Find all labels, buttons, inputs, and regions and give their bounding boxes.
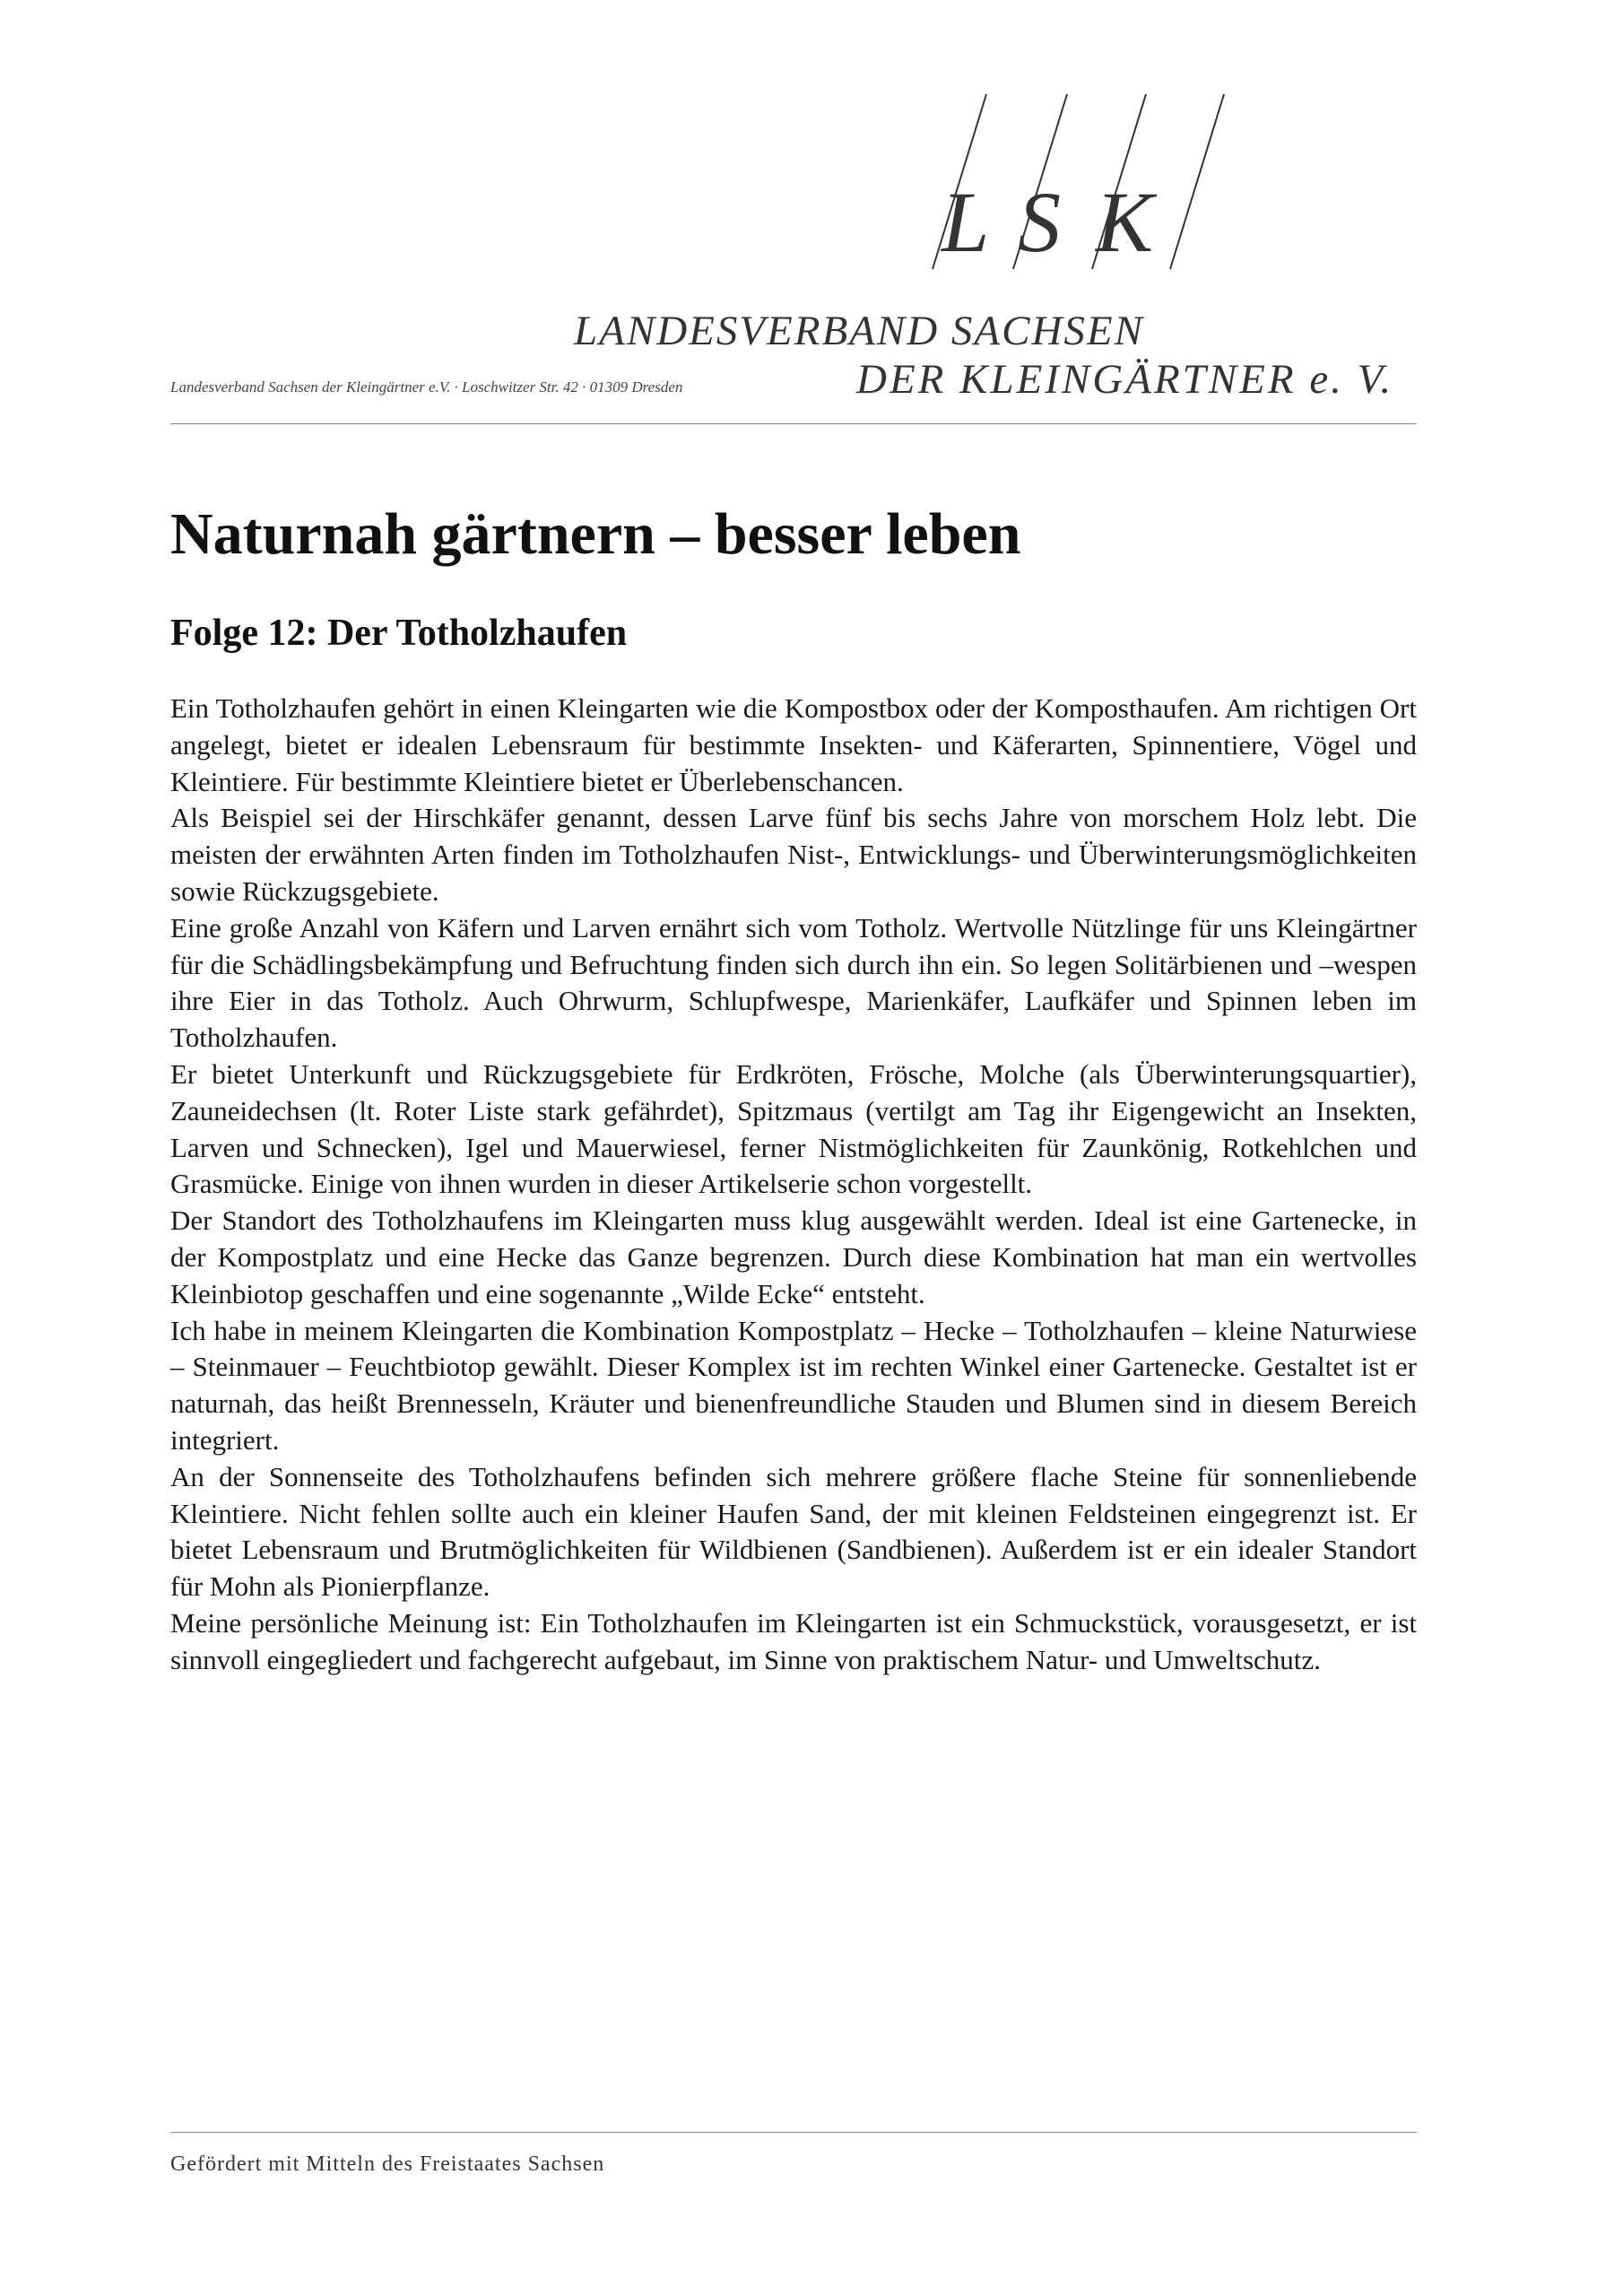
header-divider	[170, 423, 1417, 424]
org-name-line1: LANDESVERBAND SACHSEN	[574, 308, 1144, 354]
paragraph: Ich habe in meinem Kleingarten die Kombination Kompostplatz – Hecke – Totholzhaufen – kleine Naturwiese – Steinmauer – Feuchtbiotop gewählt. Dieser Komplex ist im rechten Winkel einer Gartenecke. Gestaltet ist er naturnah, das heißt Brennesseln, Kräuter und bienenfreundliche Stauden und Blumen sind in diesem Bereich integriert.	[170, 1314, 1417, 1456]
lsk-logo	[906, 85, 1300, 274]
paragraph: Ein Totholzhaufen gehört in einen Kleingarten wie die Kompostbox oder der Komposthaufen. Am richtigen Ort angelegt, bietet er idealen Lebensraum für bestimmte Insekten- und Käferarten, Spinnentiere, Vögel und Kleintiere. Für bestimmte Kleintiere bietet er Überlebenschancen.	[170, 692, 1417, 797]
paragraph: Meine persönliche Meinung ist: Ein Totholzhaufen im Kleingarten ist ein Schmuckstück, vorausgesetzt, er ist sinnvoll eingegliedert und fachgerecht aufgebaut, im Sinne von praktischem Natur- und Umweltschutz.	[170, 1606, 1417, 1675]
footer-divider	[170, 2132, 1417, 2133]
paragraph: Als Beispiel sei der Hirschkäfer genannt, dessen Larve fünf bis sechs Jahre von morschem Holz lebt. Die meisten der erwähnten Arten finden im Totholzhaufen Nist-, Entwicklungs- und Überwinterungsmöglichkeiten sowie Rückzugsgebiete.	[170, 802, 1417, 907]
paragraph: Der Standort des Totholzhaufens im Kleingarten muss klug ausgewählt werden. Ideal ist eine Gartenecke, in der Kompostplatz und eine Hecke das Ganze begrenzen. Durch diese Kombination hat man ein wertvolles Kleinbiotop geschaffen und eine sogenannte „Wilde Ecke“ entsteht.	[170, 1205, 1417, 1309]
sender-address: Landesverband Sachsen der Kleingärtner e.V. · Loschwitzer Str. 42 · 01309 Dresden	[170, 378, 683, 396]
article-body	[170, 691, 1417, 1679]
paragraph: Eine große Anzahl von Käfern und Larven ernährt sich vom Totholz. Wertvolle Nützlinge für uns Kleingärtner für die Schädlingsbekämpfung und Befruchtung finden sich durch ihn ein. So legen Solitärbienen und –wespen ihre Eier in das Totholz. Auch Ohrwurm, Schlupfwespe, Marienkäfer, Laufkäfer und Spinnen leben im Totholzhaufen.	[170, 911, 1417, 1054]
logo-letter-k: K	[1096, 174, 1154, 270]
org-name-line2: DER KLEINGÄRTNER e. V.	[856, 356, 1394, 403]
paragraph: Er bietet Unterkunft und Rückzugsgebiete für Erdkröten, Frösche, Molche (als Überwinterungsquartier), Zauneidechsen (lt. Roter Liste stark gefährdet), Spitzmaus (vertilgt am Tag ihr Eigengewicht an Insekten, Larven und Schnecken), Igel und Mauerwiesel, ferner Nistmöglichkeiten für Zaunkönig, Rotkehlchen und Grasmücke. Einige von ihnen wurden in dieser Artikelserie schon vorgestellt.	[170, 1057, 1417, 1200]
article-title: Naturnah gärtnern – besser leben	[170, 501, 1021, 567]
paragraph: An der Sonnenseite des Totholzhaufens befinden sich mehrere größere flache Steine für sonnenliebende Kleintiere. Nicht fehlen sollte auch ein kleiner Haufen Sand, der mit kleinen Feldsteinen eingegrenzt ist. Er bietet Lebensraum und Brutmöglichkeiten für Wildbienen (Sandbienen). Außerdem ist er ein idealer Standort für Mohn als Pionierpflanze.	[170, 1460, 1417, 1603]
article-subtitle: Folge 12: Der Totholzhaufen	[170, 613, 628, 654]
footer-note: Gefördert mit Mitteln des Freistaates Sachsen	[170, 2152, 605, 2176]
logo-letter-s: S	[1018, 174, 1061, 270]
logo-letter-l: L	[942, 174, 990, 270]
